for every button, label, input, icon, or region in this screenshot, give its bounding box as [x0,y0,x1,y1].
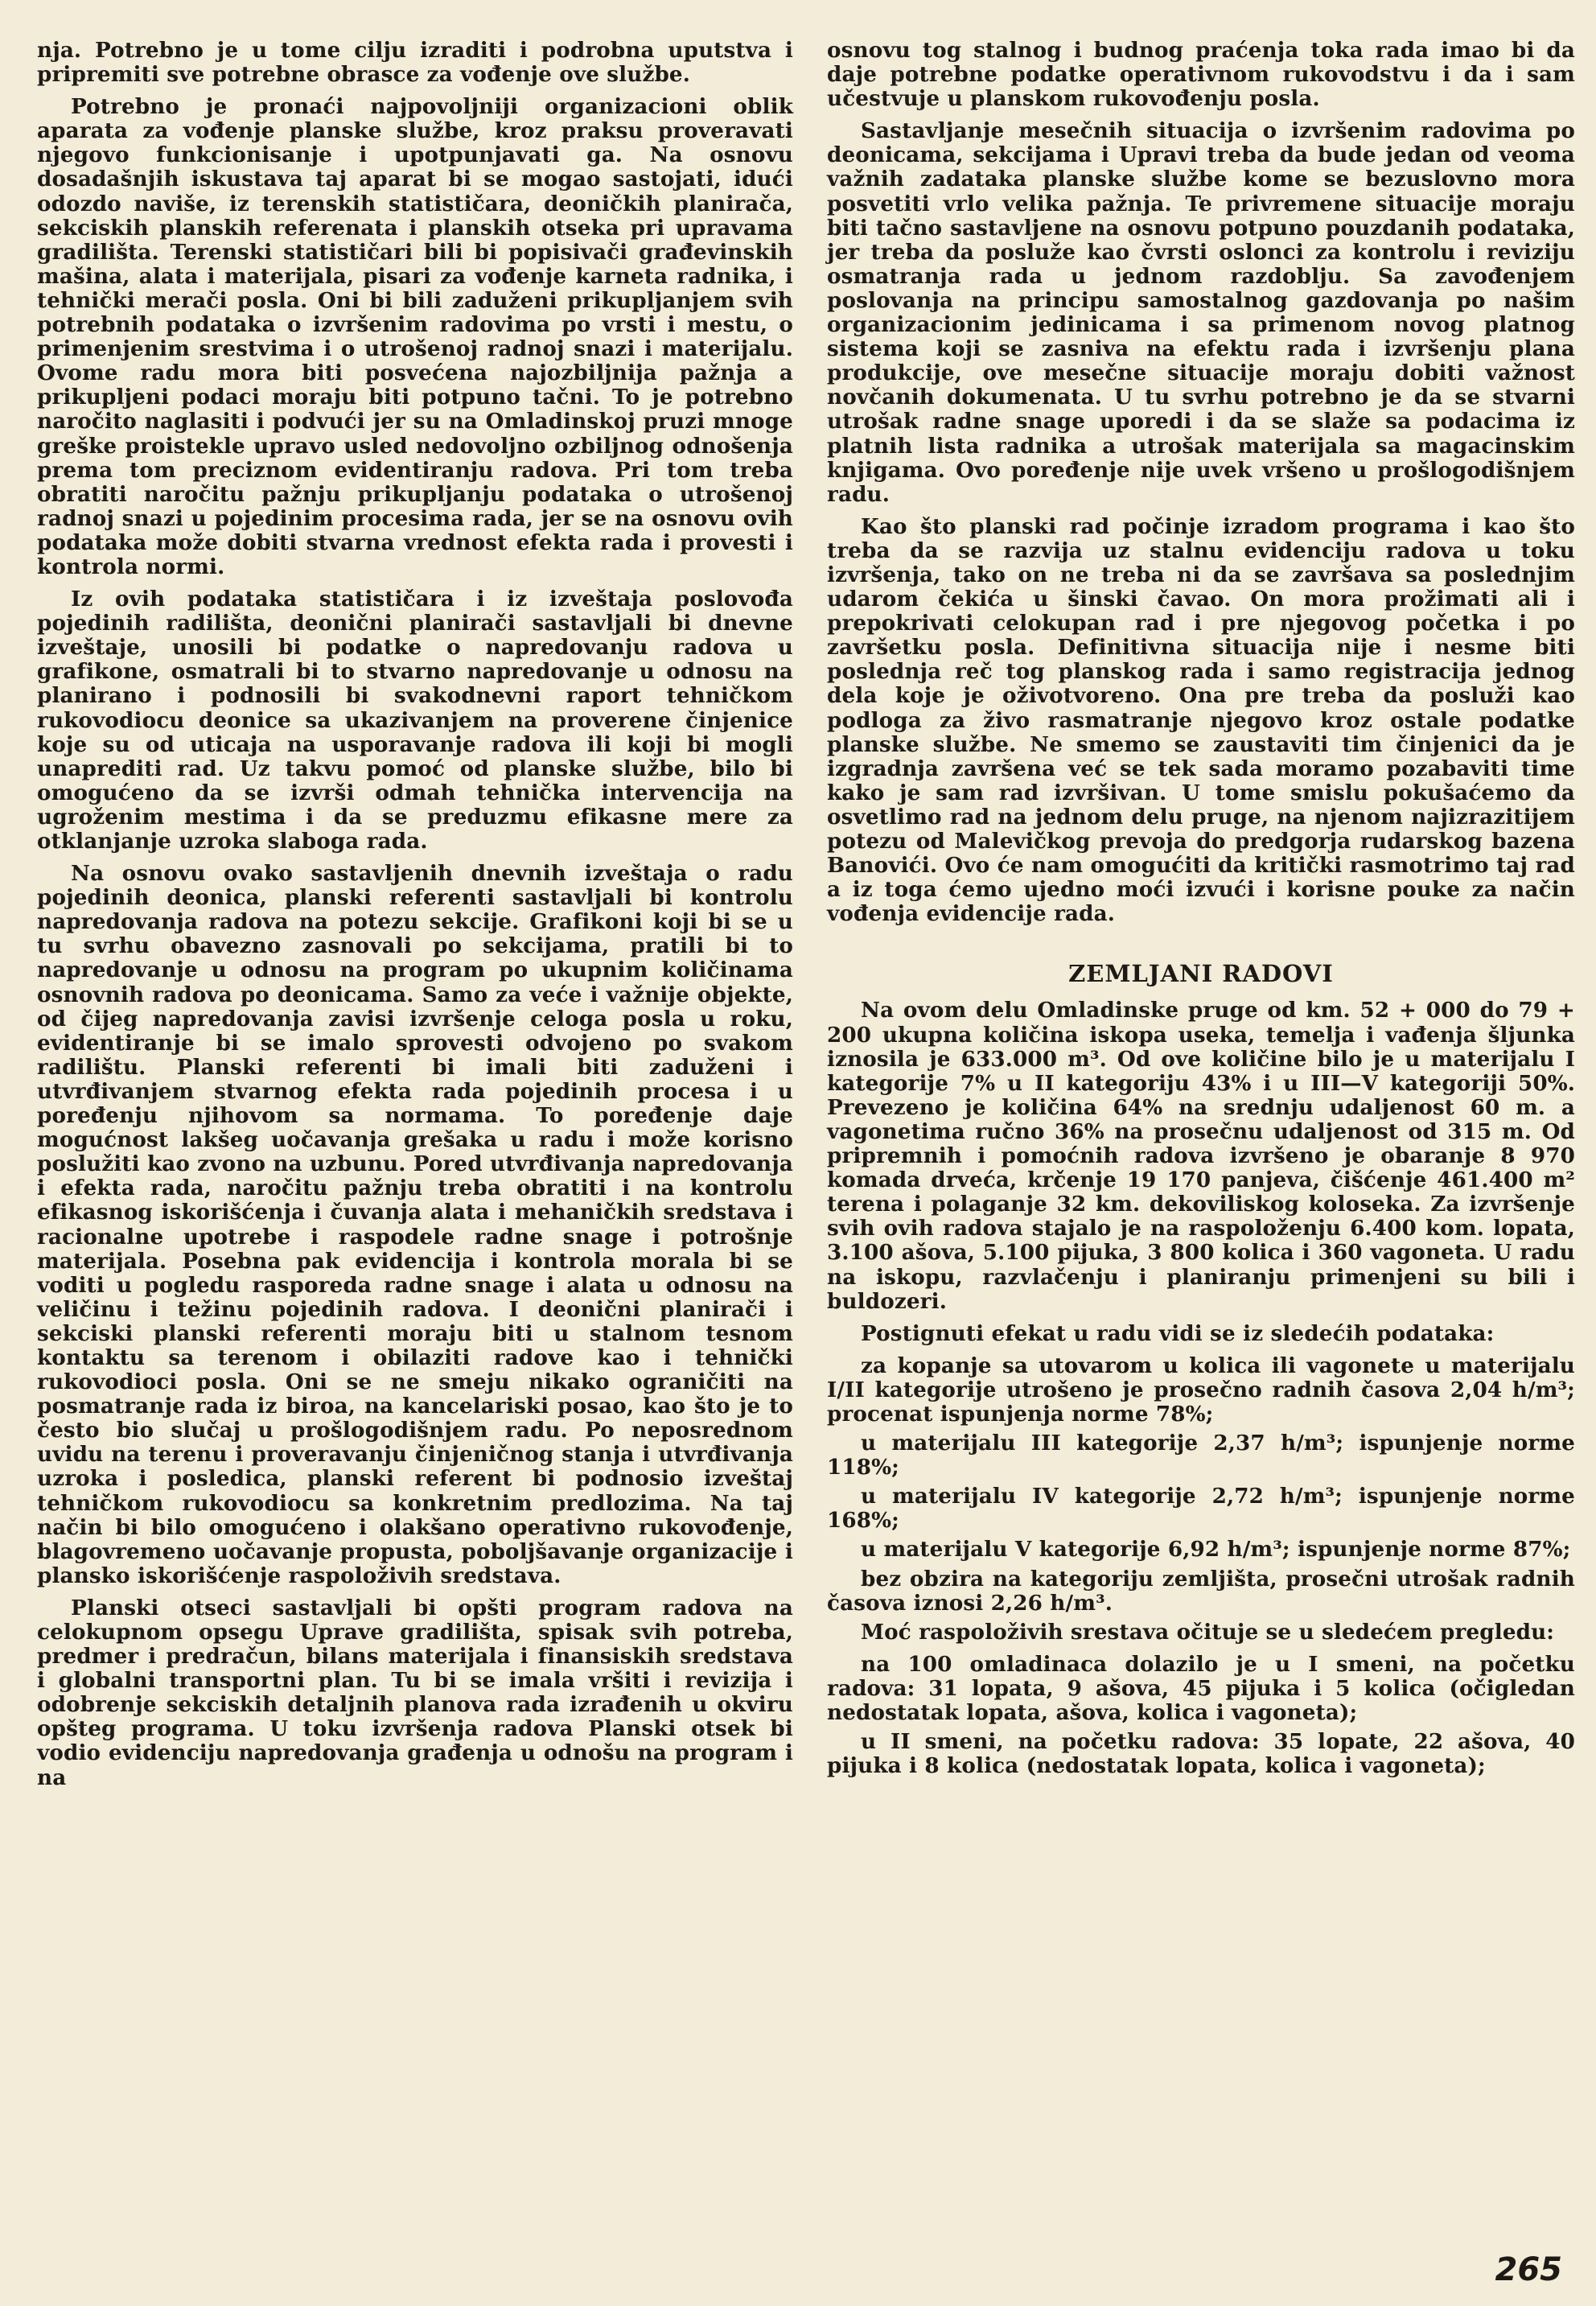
left-column [37,39,793,1798]
paragraph: Iz ovih podataka statističara i iz izveštaja poslovođa pojedinih radilišta, deonični planirači sastavljali bi dnevne izveštaje, unosili bi podatke o napredovanju radova u grafikone, osmatrali bi to stvarno napredovanje u odnosu na planirano i podnosili bi svakodnevni raport tehničkom rukovodiocu deonice sa ukazivanjem na proverene činjenice koje su od uticaja na usporavanje radova ili koji bi mogli unaprediti rad. Uz takvu pomoć od planske službe, bilo bi omogućeno da se izvrši odmah tehnička intervencija na ugroženim mestima i da se preduzmu efikasne mere za otklanjanje uzroka slaboga rada. [37,587,793,854]
paragraph: Moć raspoloživih srestava očituje se u sledećem pregledu: [861,1619,1555,1645]
paragraph: Na osnovu ovako sastavljenih dnevnih izveštaja o radu pojedinih deonica, planski referenti sastavljali bi kontrolu napredovanja radova na potezu sekcije. Grafikoni koji bi se u tu svrhu obavezno zasnovali po sekcijama, pratili bi to napredovanje u odnosu na program po ukupnim količinama osnovnih radova po deonicama. Samo za veće i važnije objekte, od čijeg napredovanja zavisi izvršenje celoga posla u roku, evidentiranje bi se imalo sprovesti odvojeno po svakom radilištu. Planski referenti bi imali biti zaduženi i utvrđivanjem stvarnog efekta rada pojedinih procesa i u poređenju njihovom sa normama. To poređenje daje mogućnost lakšeg uočavanja grešaka u radu i može korisno poslužiti kao zvono na uzbunu. Pored utvrđivanja napredovanja i efekta rada, naročitu pažnju treba obratiti i na kontrolu efikasnog iskorišćenja i čuvanja alata i mehaničkih sredstava i racionalne upotrebe i raspodele radne snage i potrošnje materijala. Posebna pak evidencija i kontrola morala bi se voditi u pogledu rasporeda radne snage i alata u odnosu na veličinu i težinu pojedinih radova. I deonični planirači i sekciski planski referenti moraju biti u stalnom tesnom kontaktu sa terenom i obilaziti radove kao i tehnički rukovodioci posla. Oni se ne smeju nikako ograničiti na posmatranje rada iz biroa, na kancelariski posao, kao što je to često bio slučaj u prošlogodišnjem radu. Po neposrednom uvidu na terenu i proveravanju činjeničnog stanja i utvrđivanja uzroka i posledica, planski referent bi podnosio izveštaj tehničkom rukovodiocu sa konkretnim predlozima. Na taj način bi bilo omogućeno i olakšano operativno rukovođenje, blagovremeno uočavanje propusta, poboljšavanje organizacije i plansko iskorišćenje raspoloživih sredstava. [37,861,793,1588]
paragraph: Potrebno je pronaći najpovoljniji organizacioni oblik aparata za vođenje planske službe, kroz praksu proveravati njegovo funkcionisanje i upotpunjavati ga. Na osnovu dosadašnjih iskustava taj aparat bi se mogao sastojati, idući odozdo naviše, iz terenskih statističara, deoničkih planirača, sekciskih planskih referenata i planskih otseka pri upravama gradilišta. Terenski statističari bili bi popisivači građevinskih mašina, alata i materijala, pisari za vođenje karneta radnika, i tehnički merači posla. Oni bi bili zaduženi prikupljanjem svih potrebnih podataka o izvršenim radovima po vrsti i mestu, o primenjenim srestvima i o utrošenoj radnoj snazi i materijalu. Ovome radu mora biti posvećena najozbiljnija pažnja a prikupljeni podaci moraju biti potpuno tačni. To je potrebno naročito naglasiti i podvući jer su na Omladinskoj pruzi mnoge greške proistekle upravo usled nedovoljno ozbiljnog odnošenja prema tom preciznom evidentiranju radova. Pri tom treba obratiti naročitu pažnju prikupljanju podataka o utrošenoj radnoj snazi u pojedinim procesima rada, jer se na osnovu ovih podataka može dobiti stvarna vrednost efekta rada i provesti i kontrola normi. [37,94,793,579]
list-item: u materijalu III kategorije 2,37 h/m³; ispunjenje norme 118%; [827,1431,1575,1480]
list-item: bez obzira na kategoriju zemljišta, prosečni utrošak radnih časova iznosi 2,26 h/m³. [827,1566,1575,1616]
paragraph: Kao što planski rad počinje izradom programa i kao što treba da se razvija uz stalnu evidenciju radova u toku izvršenja, tako on ne treba ni da se završava sa poslednjim udarom čekića u šinski čavao. On mora prožimati ali i prepokrivati celokupan rad i pre njegovog početka i po završetku posla. Definitivna situacija nije i nesme biti poslednja reč tog planskog rada i samo registracija jednog dela koje je oživotvoreno. Ona pre treba da posluži kao podloga za živo rasmatranje njegovo kroz ostale podatke planske službe. Ne smemo se zaustaviti tim činjenici da je izgradnja završena već se tek sada moramo pozabaviti time kako je sam rad izvršivan. U tome smislu pokušaćemo da osvetlimo rad na jednom delu pruge, na njenom najizrazitijem potezu od Malevičkog prevoja do predgorja rudarskog bazena Banovići. Ovo će nam omogućiti da kritički rasmotrimo taj rad a iz toga ćemo ujedno moći izvući i korisne pouke za način vođenja evidencije rada. [827,513,1575,927]
paragraph: Sastavljanje mesečnih situacija o izvršenim radovima po deonicama, sekcijama i Upravi treba da bude jedan od veoma važnih zadataka planske službe kome se bezuslovno mora posvetiti vrlo velika pažnja. Te privremene situacije moraju biti tačno sastavljene na osnovu potpuno pouzdanih podataka, jer treba da posluže kao čvrsti oslonci za kontrolu i reviziju osmatranja rada u jednom razdoblju. Sa zavođenjem poslovanja na principu samostalnog gazdovanja po našim organizacionim jedinicama i sa primenom novog platnog sistema koji se zasniva na efektu rada i izvršenju plana produkcije, ove mesečne situacije moraju dobiti važnost novčanih dokumenata. U tu svrhu potrebno je da se stvarni utrošak radne snage uporedi i da se slaže sa podacima iz platnih lista radnika a utrošak materijala sa magacinskim knjigama. Ovo poređenje nije uvek vršeno u prošlogodišnjem radu. [827,118,1575,507]
section-heading: ZEMLJANI RADOVI [1068,960,1334,988]
paragraph: osnovu tog stalnog i budnog praćenja toka rada imao bi da daje potrebne podatke operativnom rukovodstvu i da i sam učestvuje u planskom rukovođenju posla. [827,38,1575,112]
list-item: u materijalu V kategorije 6,92 h/m³; ispunjenje norme 87%; [861,1537,1571,1563]
paragraph: Planski otseci sastavljali bi opšti program radova na celokupnom opsegu Uprave gradilišta, spisak svih potreba, predmer i predračun, bilans materijala i finansiskih sredstava i globalni transportni plan. Tu bi se imala vršiti i revizija i odobrenje sekciskih detaljnih planova rada izrađenih u okviru opšteg programa. U toku izvršenja radova Planski otsek bi vodio evidenciju napredovanja građenja u odnošu na program i na [37,1595,793,1790]
page-number: 265 [1495,2251,1562,2288]
list-item: na 100 omladinaca dolazilo je u I smeni, na početku radova: 31 lopata, 9 ašova, 45 pijuka i 5 kolica (očigledan nedostatak lopata, ašova, kolica i vagoneta); [827,1651,1575,1725]
paragraph: nja. Potrebno je u tome cilju izraditi i podrobna uputstva i pripremiti sve potrebne obrasce za vođenje ove službe. [37,38,793,88]
list-item: u materijalu IV kategorije 2,72 h/m³; ispunjenje norme 168%; [827,1484,1575,1534]
list-item: u II smeni, na početku radova: 35 lopate, 22 ašova, 40 pijuka i 8 kolica (nedostatak lopata, kolica i vagoneta); [827,1729,1575,1779]
list-item: za kopanje sa utovarom u kolica ili vagonete u materijalu I/II kategorije utrošeno je prosečno radnih časova 2,04 h/m³; procenat ispunjenja norme 78%; [827,1353,1575,1427]
paragraph: Na ovom delu Omladinske pruge od km. 52 + 000 do 79 + 200 ukupna količina iskopa useka, temelja i vađenja šljunka iznosila je 633.000 m³. Od ove količine bilo je u materijalu I kategorije 7% u II kategoriju 43% i u III—V kategoriji 50%. Prevezeno je količina 64% na srednju udaljenost 60 m. a vagonetima ručno 36% na prosečnu udaljenost od 315 m. Od pripremnih i pomoćnih radova izvršeno je obaranje 8 970 komada drveća, krčenje 19 170 panjeva, čišćenje 461.400 m² terena i polaganje 32 km. dekoviliskog koloseka. Za izvršenje svih ovih radova stajalo je na raspoloženju 6.400 kom. lopata, 3.100 ašova, 5.100 pijuka, 3 800 kolica i 360 vagoneta. U radu na iskopu, razvlačenju i planiranju primenjeni su bili i buldozeri. [827,998,1575,1314]
paragraph: Postignuti efekat u radu vidi se iz sledećih podataka: [861,1320,1495,1346]
right-column [827,39,1575,1783]
